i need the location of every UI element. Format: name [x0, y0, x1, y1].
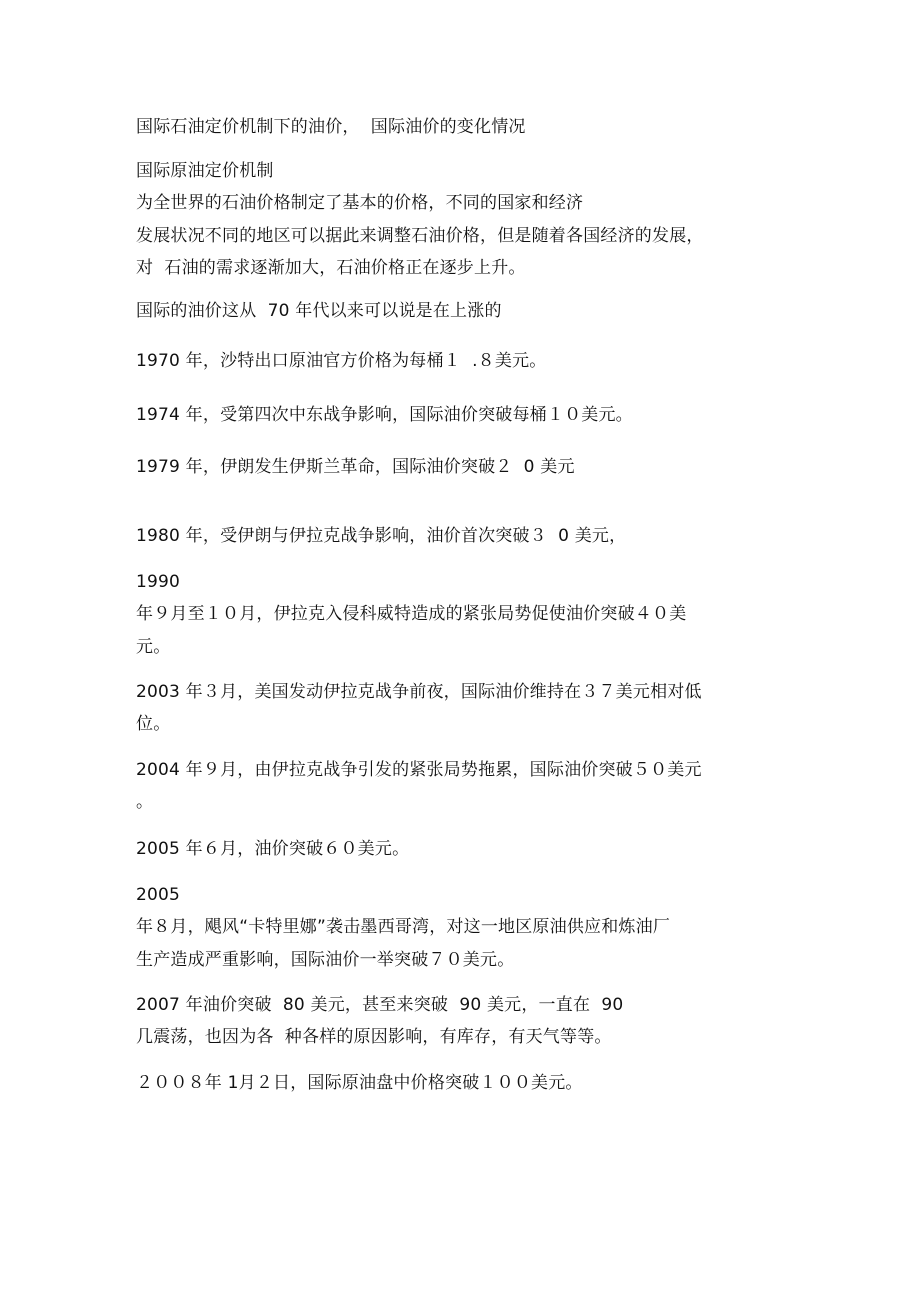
document-title: 国际石油定价机制下的油价， 国际油价的变化情况	[136, 117, 526, 137]
timeline-entry-1979: 1979 年，伊朗发生伊斯兰革命，国际油价突破２ 0 美元	[136, 457, 575, 477]
timeline-line: 2004 年９月，由伊拉克战争引发的紧张局势拖累，国际油价突破５０美元	[136, 760, 702, 780]
timeline-line: 。	[136, 792, 154, 812]
timeline-line: 生产造成严重影响，国际油价一举突破７０美元。	[136, 950, 515, 970]
timeline-entry-1974: 1974 年，受第四次中东战争影响，国际油价突破每桶１０美元。	[136, 405, 633, 425]
timeline-line: 年８月，飓风“卡特里娜”袭击墨西哥湾，对这一地区原油供应和炼油厂	[136, 917, 671, 937]
intro-line: 为全世界的石油价格制定了基本的价格，不同的国家和经济	[136, 193, 584, 213]
timeline-line: 2007 年油价突破 80 美元，甚至来突破 90 美元，一直在 90	[136, 995, 624, 1015]
timeline-entry-2005-06: 2005 年６月，油价突破６０美元。	[136, 839, 410, 859]
timeline-line: 几震荡，也因为各 种各样的原因影响，有库存，有天气等等。	[136, 1027, 612, 1047]
section-heading: 国际原油定价机制	[136, 161, 274, 181]
timeline-line: 位。	[136, 714, 171, 734]
timeline-line: 年９月至１０月，伊拉克入侵科威特造成的紧张局势促使油价突破４０美	[136, 604, 687, 624]
timeline-line: 元。	[136, 637, 171, 657]
timeline-entry-2008: ２００８年 1月２日，国际原油盘中价格突破１００美元。	[136, 1073, 583, 1093]
intro-line: 发展状况不同的地区可以据此来调整石油价格，但是随着各国经济的发展，	[136, 226, 704, 246]
timeline-line: 2005	[136, 885, 181, 905]
intro-line: 对 石油的需求逐渐加大，石油价格正在逐步上升。	[136, 258, 526, 278]
timeline-line: 1990	[136, 572, 181, 592]
trend-statement: 国际的油价这从 70 年代以来可以说是在上涨的	[136, 301, 502, 321]
timeline-entry-1970: 1970 年，沙特出口原油官方价格为每桶１ .８美元。	[136, 351, 547, 371]
timeline-entry-1980: 1980 年，受伊朗与伊拉克战争影响，油价首次突破３ 0 美元，	[136, 526, 627, 546]
timeline-line: 2003 年３月，美国发动伊拉克战争前夜，国际油价维持在３７美元相对低	[136, 682, 702, 702]
